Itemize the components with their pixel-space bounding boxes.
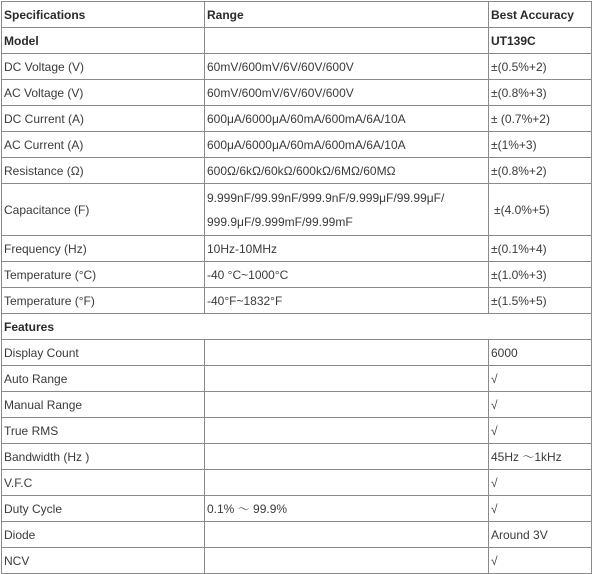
features-header-row	[2, 314, 592, 340]
feature-range: 0.1% ～ 99.9%	[205, 496, 489, 522]
spec-name: Resistance (Ω)	[2, 158, 205, 184]
feature-value: √	[489, 496, 592, 522]
feature-name: Manual Range	[2, 392, 205, 418]
feature-range	[205, 366, 489, 392]
spec-row-dc-current	[2, 106, 592, 132]
spec-name: Temperature (°F)	[2, 288, 205, 314]
header-range: Range	[205, 2, 489, 28]
feature-value: 45Hz ～1kHz	[489, 444, 592, 470]
spec-accuracy: ±(0.8%+3)	[489, 80, 592, 106]
spec-row-ac-voltage	[2, 80, 592, 106]
specifications-table	[1, 1, 592, 574]
feature-range	[205, 418, 489, 444]
feature-value: √	[489, 392, 592, 418]
spec-range-line-2: 999.9μF/9.999mF/99.99mF	[207, 214, 353, 229]
feature-name: Diode	[2, 522, 205, 548]
spec-range: -40°F~1832°F	[205, 288, 489, 314]
spec-range: 10Hz-10MHz	[205, 236, 489, 262]
spec-row-capacitance	[2, 184, 592, 236]
spec-range: 60mV/600mV/6V/60V/600V	[205, 80, 489, 106]
spec-row-dc-voltage	[2, 54, 592, 80]
spec-row-resistance	[2, 158, 592, 184]
spec-name: AC Current (A)	[2, 132, 205, 158]
spec-name: Temperature (°C)	[2, 262, 205, 288]
feature-row-true-rms	[2, 418, 592, 444]
feature-row-auto-range	[2, 366, 592, 392]
feature-row-ncv	[2, 548, 592, 574]
model-value: UT139C	[489, 28, 592, 54]
spec-range: 60mV/600mV/6V/60V/600V	[205, 54, 489, 80]
spec-row-frequency	[2, 236, 592, 262]
spec-name: AC Voltage (V)	[2, 80, 205, 106]
spec-range-line-1: 9.999nF/99.99nF/999.9nF/9.999μF/99.99μF/	[207, 190, 445, 205]
feature-value: √	[489, 470, 592, 496]
spec-accuracy: ±(1.5%+5)	[489, 288, 592, 314]
feature-range	[205, 392, 489, 418]
spec-range: 600μA/6000μA/60mA/600mA/6A/10A	[205, 132, 489, 158]
feature-row-vfc	[2, 470, 592, 496]
spec-accuracy: ±(0.1%+4)	[489, 236, 592, 262]
feature-value: √	[489, 548, 592, 574]
model-row	[2, 28, 592, 54]
spec-name: Capacitance (F)	[2, 184, 205, 236]
feature-name: Duty Cycle	[2, 496, 205, 522]
model-range-cell	[205, 28, 489, 54]
feature-row-diode	[2, 522, 592, 548]
spec-accuracy: ±(1.0%+3)	[489, 262, 592, 288]
spec-accuracy: ±(0.8%+2)	[489, 158, 592, 184]
spec-row-temperature-c	[2, 262, 592, 288]
features-header: Features	[2, 314, 592, 340]
spec-range: -40 °C~1000°C	[205, 262, 489, 288]
spec-row-temperature-f	[2, 288, 592, 314]
spec-accuracy: ±(1%+3)	[489, 132, 592, 158]
feature-name: V.F.C	[2, 470, 205, 496]
feature-value: Around 3V	[489, 522, 592, 548]
spec-range: 600Ω/6kΩ/60kΩ/600kΩ/6MΩ/60MΩ	[205, 158, 489, 184]
spec-name: Frequency (Hz)	[2, 236, 205, 262]
feature-value: √	[489, 366, 592, 392]
feature-range	[205, 548, 489, 574]
spec-accuracy: ±(4.0%+5)	[489, 184, 592, 236]
spec-accuracy: ±(0.5%+2)	[489, 54, 592, 80]
feature-range	[205, 470, 489, 496]
feature-name: Auto Range	[2, 366, 205, 392]
spec-row-ac-current	[2, 132, 592, 158]
feature-name: NCV	[2, 548, 205, 574]
spec-accuracy: ± (0.7%+2)	[489, 106, 592, 132]
spec-name: DC Current (A)	[2, 106, 205, 132]
feature-value: 6000	[489, 340, 592, 366]
feature-row-bandwidth	[2, 444, 592, 470]
feature-range	[205, 522, 489, 548]
feature-value: √	[489, 418, 592, 444]
header-specifications: Specifications	[2, 2, 205, 28]
feature-name: Display Count	[2, 340, 205, 366]
feature-row-manual-range	[2, 392, 592, 418]
header-best-accuracy: Best Accuracy	[489, 2, 592, 28]
feature-name: Bandwidth (Hz )	[2, 444, 205, 470]
feature-row-duty-cycle	[2, 496, 592, 522]
spec-name: DC Voltage (V)	[2, 54, 205, 80]
feature-name: True RMS	[2, 418, 205, 444]
spec-range	[205, 184, 489, 236]
feature-row-display-count	[2, 340, 592, 366]
feature-range	[205, 340, 489, 366]
header-row	[2, 2, 592, 28]
spec-range: 600μA/6000μA/60mA/600mA/6A/10A	[205, 106, 489, 132]
model-label: Model	[2, 28, 205, 54]
feature-range	[205, 444, 489, 470]
